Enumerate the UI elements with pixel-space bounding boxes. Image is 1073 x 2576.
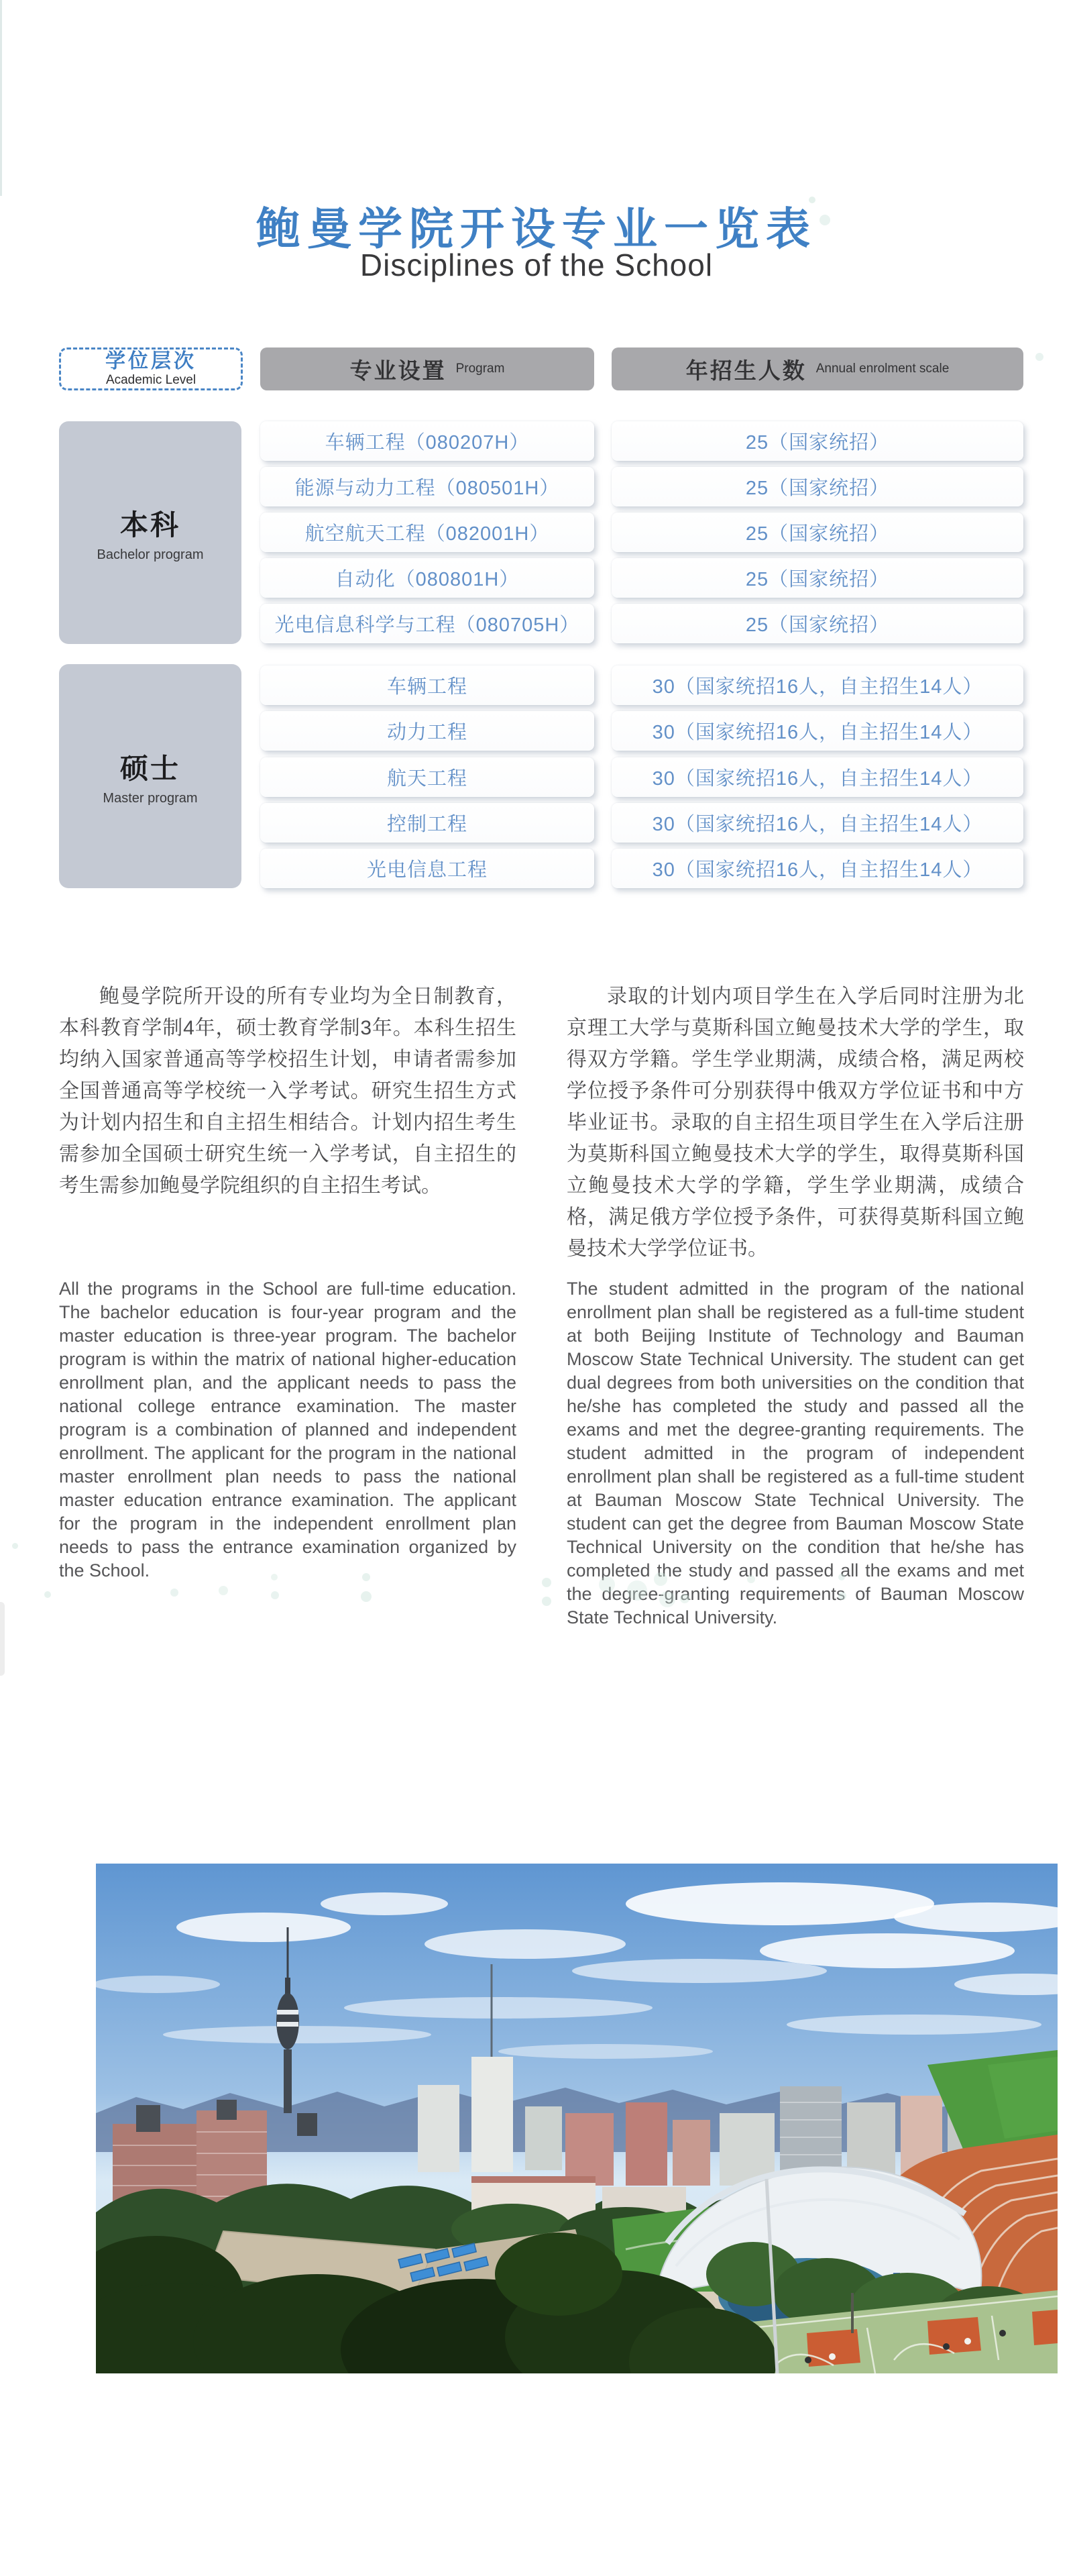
- enrolment-cell: 30（国家统招16人，自主招生14人）: [612, 849, 1023, 888]
- enrolment-cell: 25（国家统招）: [612, 467, 1023, 506]
- header-academic-level: [59, 347, 243, 390]
- decorative-dot: [362, 1573, 370, 1581]
- decorative-dot: [659, 1591, 675, 1607]
- header-program: [260, 347, 594, 390]
- decorative-dot: [599, 1576, 615, 1593]
- decorative-dot: [12, 1543, 18, 1549]
- decorative-dot: [170, 1589, 178, 1597]
- decorative-dot: [271, 1574, 278, 1580]
- program-cell: 控制工程: [260, 803, 594, 843]
- program-cell: 航空航天工程（082001H）: [260, 513, 594, 552]
- decorative-dot: [542, 1597, 551, 1606]
- decorative-dot: [627, 1580, 647, 1601]
- paragraph-en-left: All the programs in the School are full-time education. The bachelor education is four-year program and the master education is three-year program. The bachelor program is within the matrix of national higher-education enrollment plan, and the applicant needs to pass the national college entrance examination. The master program is a combination of planned and independent enrollment. The applicant for the program in the national master enrollment plan needs to pass the national master education entrance examination. The applicant for the program in the independent enrollment plan needs to pass the entrance examination organized by the School.: [59, 1279, 516, 1580]
- decorative-dot: [271, 1591, 279, 1599]
- header-program-zh: 专业设置: [349, 358, 447, 383]
- decorative-dot: [1035, 353, 1043, 361]
- decorative-dot: [361, 1591, 372, 1602]
- left-edge-line: [0, 0, 2, 196]
- level-master-zh: 硕士: [119, 752, 180, 784]
- level-master-en: Master program: [103, 790, 198, 806]
- program-cell: 车辆工程: [260, 665, 594, 705]
- decorative-dot: [680, 1594, 689, 1603]
- program-cell: 自动化（080801H）: [260, 558, 594, 598]
- decorative-dot: [219, 1586, 228, 1595]
- decorative-dot: [542, 1578, 551, 1587]
- paragraph-en-right: The student admitted in the program of the national enrollment plan shall be registered as a full-time student at both Beijing Institute of Technology and Bauman Moscow State Technical University. The student can get dual degrees from both universities on the condition that he/she has completed the study and passed all the exams and met the degree-granting requirements. The student admitted in the program of independent enrollment plan shall be registered as a full-time student at Bauman Moscow State Technical University. The student can get the degree from Bauman Moscow State Technical University on the condition that he/she has completed the study and passed all the exams and met the degree-granting requirements of Bauman Moscow State Technical University.: [567, 1279, 1024, 1627]
- header-enrolment: [612, 347, 1023, 390]
- program-cell: 航天工程: [260, 757, 594, 797]
- enrolment-cell: 25（国家统招）: [612, 421, 1023, 461]
- enrolment-cell: 25（国家统招）: [612, 513, 1023, 552]
- program-cell: 光电信息工程: [260, 849, 594, 888]
- decorative-dot: [654, 1572, 667, 1586]
- header-academic-level-zh: 学位层次: [105, 350, 196, 373]
- page-title-zh: 鲍曼学院开设专业一览表: [256, 204, 817, 254]
- decorative-dot: [838, 1574, 845, 1580]
- decorative-dot: [838, 1592, 846, 1600]
- header-enrolment-zh: 年招生人数: [685, 358, 807, 383]
- level-box-bachelor: [59, 421, 241, 644]
- enrolment-cell: 30（国家统招16人，自主招生14人）: [612, 757, 1023, 797]
- paragraph-zh-right: 录取的计划内项目学生在入学后同时注册为北京理工大学与莫斯科国立鲍曼技术大学的学生，取得双方学籍。学生学业期满，成绩合格，满足两校学位授予条件可分别获得中俄双方学位证书和中方毕业证书。录取的自主招生项目学生在入学后注册为莫斯科国立鲍曼技术大学的学生，取得莫斯科国立鲍曼技术大学的学籍，学生学业期满，成绩合格，满足俄方学位授予条件，可获得莫斯科国立鲍曼技术大学学位证书。: [567, 985, 1024, 1260]
- level-bachelor-en: Bachelor program: [97, 547, 204, 562]
- program-cell: 能源与动力工程（080501H）: [260, 467, 594, 506]
- header-enrolment-en: Annual enrolment scale: [815, 362, 950, 376]
- left-edge-strip: [0, 1602, 5, 1676]
- level-box-master: [59, 664, 241, 888]
- decorative-dot: [820, 215, 830, 225]
- decorative-dot: [809, 197, 815, 203]
- decorative-dot: [747, 1575, 755, 1583]
- enrolment-cell: 30（国家统招16人，自主招生14人）: [612, 803, 1023, 843]
- enrolment-cell: 25（国家统招）: [612, 558, 1023, 598]
- enrolment-cell: 25（国家统招）: [612, 604, 1023, 643]
- decorative-dot: [44, 1591, 51, 1598]
- campus-aerial-photo: [96, 1864, 1058, 2373]
- header-academic-level-en: Academic Level: [105, 373, 196, 388]
- program-cell: 光电信息科学与工程（080705H）: [260, 604, 594, 643]
- enrolment-cell: 30（国家统招16人，自主招生14人）: [612, 711, 1023, 751]
- header-program-en: Program: [455, 362, 505, 376]
- enrolment-cell: 30（国家统招16人，自主招生14人）: [612, 665, 1023, 705]
- program-cell: 动力工程: [260, 711, 594, 751]
- program-cell: 车辆工程（080207H）: [260, 421, 594, 461]
- campus-photo-graphic: [96, 1864, 1058, 2373]
- paragraph-zh-left: 鲍曼学院所开设的所有专业均为全日制教育，本科教育学制4年，硕士教育学制3年。本科生招生均纳入国家普通高等学校招生计划，申请者需参加全国普通高等学校统一入学考试。研究生招生方式为计划内招生和自主招生相结合。计划内招生考生需参加全国硕士研究生统一入学考试，自主招生的考生需参加鲍曼学院组织的自主招生考试。: [59, 985, 516, 1197]
- page-title-en: Disciplines of the School: [359, 248, 714, 282]
- level-bachelor-zh: 本科: [119, 508, 180, 541]
